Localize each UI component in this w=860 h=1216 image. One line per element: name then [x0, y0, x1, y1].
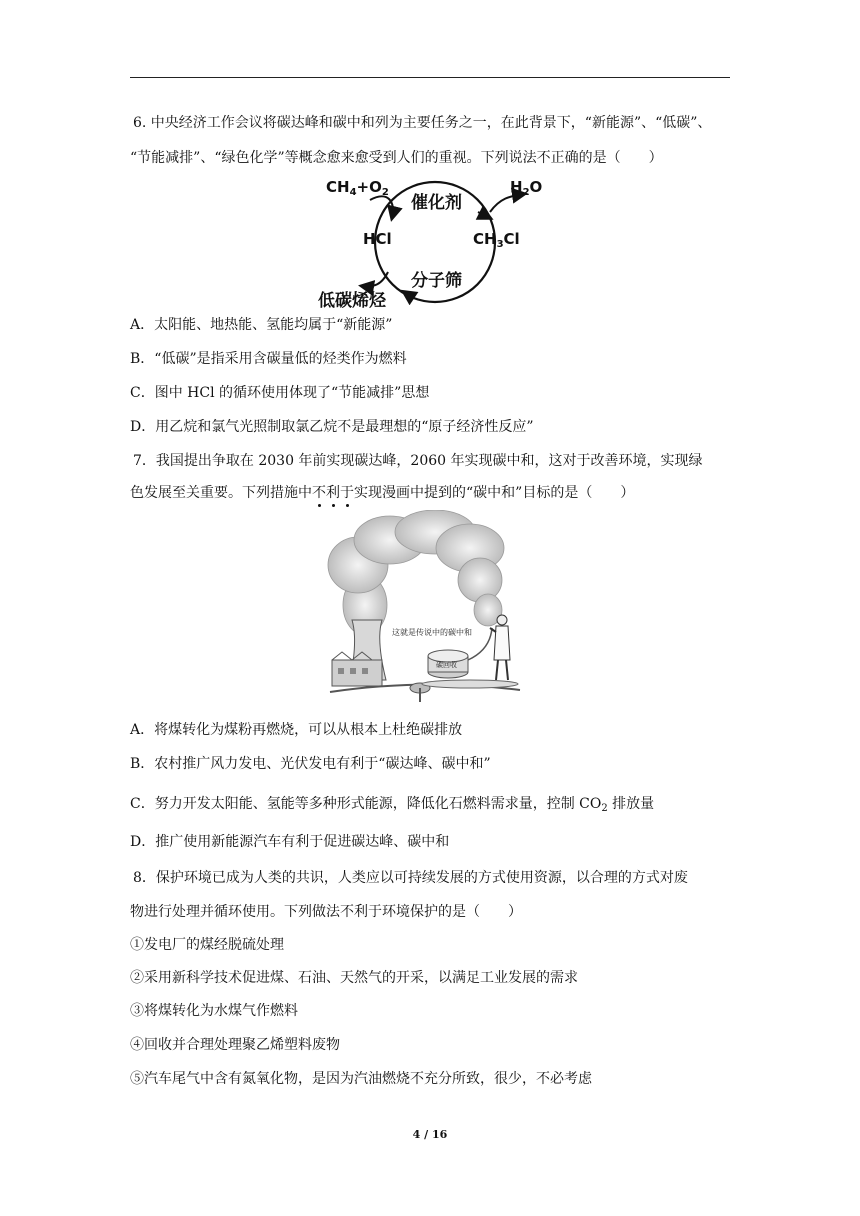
- q8-stem-line2: 物进行处理并循环使用。下列做法不利于环境保护的是（ ）: [130, 904, 522, 920]
- q7-option-d: D．推广使用新能源汽车有利于促进碳达峰、碳中和: [130, 834, 450, 850]
- q7-stem-line1: 7．我国提出争取在 2030 年前实现碳达峰，2060 年实现碳中和，这对于改善环境，实现绿: [133, 453, 703, 469]
- cartoon-caption: 这就是传说中的碳中和: [392, 628, 472, 637]
- cartoon-illustration: [320, 510, 530, 705]
- q6-option-a: A．太阳能、地热能、氢能均属于“新能源”: [130, 317, 393, 333]
- q6-option-c: C．图中 HCl 的循环使用体现了“节能减排”思想: [130, 385, 430, 401]
- sieve-label: 分子筛: [411, 271, 462, 291]
- catalyst-label: 催化剂: [411, 193, 462, 213]
- q7-carbon-neutral-cartoon: [320, 510, 530, 705]
- q7-option-c: C．努力开发太阳能、氢能等多种形式能源，降低化石燃料需求量，控制 $CO_2$ 排放量: [130, 796, 655, 814]
- q8-item-3: ③将煤转化为水煤气作燃料: [130, 1003, 298, 1019]
- tank-label: 碳回收: [436, 661, 457, 669]
- water-label: $H_2O$: [510, 178, 543, 198]
- hcl-label: HCl: [363, 230, 392, 248]
- q8-item-4: ④回收并合理处理聚乙烯塑料废物: [130, 1037, 340, 1053]
- q6-option-d: D．用乙烷和氯气光照制取氯乙烷不是最理想的“原子经济性反应”: [130, 419, 534, 435]
- q7-option-b: B．农村推广风力发电、光伏发电有利于“碳达峰、碳中和”: [130, 756, 491, 772]
- q6-stem-line1: 6. 中央经济工作会议将碳达峰和碳中和列为主要任务之一，在此背景下，“新能源”、“低碳”、: [133, 115, 712, 131]
- q6-option-b: B．“低碳”是指采用含碳量低的烃类作为燃料: [130, 351, 407, 367]
- q8-stem-line1: 8．保护环境已成为人类的共识，人类应以可持续发展的方式使用资源，以合理的方式对废: [133, 870, 688, 886]
- emphasis-char: 于: [340, 485, 354, 501]
- olefin-label: 低碳烯烃: [318, 291, 386, 311]
- q8-item-5: ⑤汽车尾气中含有氮氧化物，是因为汽油燃烧不充分所致，很少，不必考虑: [130, 1071, 592, 1087]
- q8-item-1: ①发电厂的煤经脱硫处理: [130, 937, 284, 953]
- q7-stem-line2: 色发展至关重要。下列措施中不利于实现漫画中提到的“碳中和”目标的是（ ）: [130, 485, 635, 501]
- emphasis-char: 利: [326, 485, 340, 501]
- page-number: 4 / 16: [412, 1128, 448, 1141]
- header-rule: [130, 77, 730, 78]
- q6-stem-line2: “节能减排”、“绿色化学”等概念愈来愈受到人们的重视。下列说法不正确的是（ ）: [130, 150, 663, 166]
- q6-cycle-diagram: [310, 172, 560, 312]
- emphasis-char: 不: [312, 485, 326, 501]
- ch3cl-label: $CH_3Cl$: [473, 230, 520, 250]
- q8-item-2: ②采用新科学技术促进煤、石油、天然气的开采，以满足工业发展的需求: [130, 970, 578, 986]
- q7-option-a: A．将煤转化为煤粉再燃烧，可以从根本上杜绝碳排放: [130, 722, 463, 738]
- reactants-label: $CH_4+O_2$: [326, 178, 389, 198]
